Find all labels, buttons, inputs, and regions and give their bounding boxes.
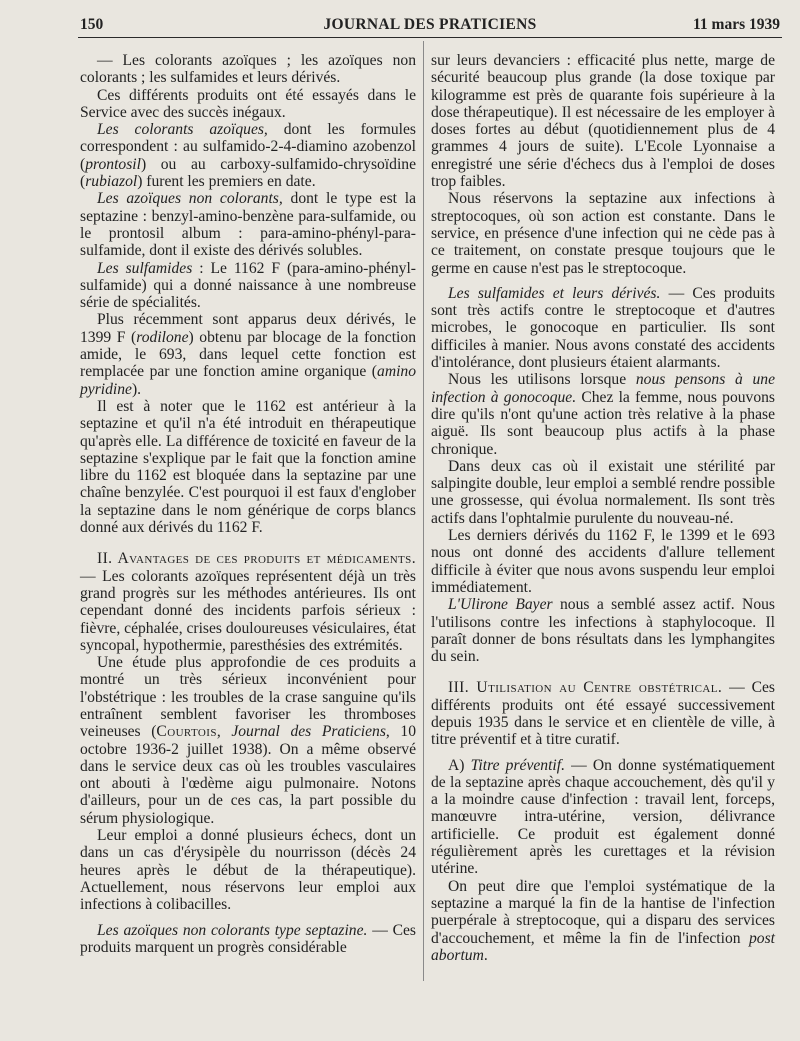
paragraph xyxy=(431,878,775,964)
text-run: : Le 1162 F (para-amino-phényl-sulfamide) qui a donné naissance à une nombreuse série de spécialités. xyxy=(80,259,416,312)
italic-lead: Les azoïques non colorants, xyxy=(97,190,283,208)
text-run: sur leurs devanciers : efficacité plus nette, marge de sécurité beaucoup plus grande (la dose toxique par kilogramme est près de quarante fois supérieure à la dose thérapeutique). Il est nécessaire de les employer à doses fortes au début (quotidiennement plus de 4 grammes 4 jours de suite). L'Ecole Lyonnaise a enregistré une série d'échecs dus à l'emploi de doses trop faibles. xyxy=(431,52,775,191)
text-run: ) obtenu par blocage de la fonction amide, le 693, dans lequel cette fonction est remplacée par une fonction amine organique ( xyxy=(80,328,416,381)
paragraph-colorants-azoiques xyxy=(80,121,416,190)
paragraph xyxy=(431,190,775,276)
text-run: nous pensons à une infection à gonocoque. xyxy=(431,371,775,406)
text-run: Dans deux cas où il existait une stérilité par salpingite double, leur emploi a semblé rendre possible une grossesse, qui évolua normalement. Ils sont très actifs dans l'ophtalmie purulente du nouveau-né. xyxy=(431,457,775,527)
left-column xyxy=(80,52,416,956)
text-run: ). xyxy=(131,380,142,398)
text-run: Une étude plus approfondie de ces produits a montré un très sérieux inconvénient pour l'obstétrique : les troubles de la crase sanguine qu'ils entraînent semblent favoriser les thromboses veineuses ( xyxy=(80,654,416,741)
section-heading: III. Utilisation au Centre obstétrical. xyxy=(448,679,723,697)
text-run: A) xyxy=(448,756,471,774)
italic-lead: Les sulfamides xyxy=(97,259,193,277)
issue-date: 11 mars 1939 xyxy=(693,16,780,33)
italic-lead: Les sulfamides et leurs dérivés. xyxy=(448,284,661,302)
paragraph xyxy=(431,371,775,457)
paragraph xyxy=(80,52,416,87)
text-run: On peut dire que l'emploi systématique de la septazine a marqué la fin de la hantise de l'infection puerpérale à streptocoque, qui a disparu des services d'accouchement, et même la fin de l'infection xyxy=(431,877,775,947)
text-run: ) furent les premiers en date. xyxy=(137,173,316,191)
text-run: Chez la femme, nous pouvons dire qu'ils n'ont qu'une action très relative à la phase aiguë. Ils sont beaucoup plus actifs à la phase chronique. xyxy=(431,388,775,458)
column-divider xyxy=(423,41,424,981)
text-run: — Ces produits marquent un progrès considérable xyxy=(80,921,416,956)
text-run: Plus récemment sont apparus deux dérivés, le 1399 F ( xyxy=(80,311,416,346)
paragraph-titre-preventif xyxy=(431,757,775,878)
text-run: Courtois xyxy=(156,723,217,741)
italic-lead: Les azoïques non colorants type septazine. xyxy=(97,921,368,939)
text-run: , xyxy=(216,723,232,741)
section-ii xyxy=(80,550,416,654)
paragraph-azoiques-non-colorants xyxy=(80,190,416,259)
text-run: ) ou au carboxy-sulfamido-chrysoïdine ( xyxy=(80,155,416,191)
paragraph xyxy=(80,654,416,827)
text-run: rodilone xyxy=(136,328,189,346)
text-run: dont le type est la septazine : benzyl-amino-benzène para-sulfamide, ou le prontosil album : para-amino-phényl-para-sulfamide, dont il existe des dérivés solubles. xyxy=(80,190,416,260)
paragraph-septazine xyxy=(80,922,416,957)
text-run: Journal des Praticiens xyxy=(231,723,386,741)
paragraph xyxy=(431,527,775,596)
text-run: prontosil xyxy=(85,155,141,173)
paragraph xyxy=(80,827,416,913)
italic-lead: Titre préventif. xyxy=(470,756,565,774)
text-run: Nous les utilisons lorsque xyxy=(448,371,636,389)
italic-lead: Les colorants azoïques, xyxy=(97,121,268,139)
text-run: — Ces différents produits ont été essayé successivement depuis 1935 dans le service et en clientèle de ville, à titre préventif et à titre curatif. xyxy=(431,679,775,749)
paragraph xyxy=(431,596,775,665)
paragraph xyxy=(431,52,775,190)
right-column xyxy=(431,52,775,964)
text-run: amino pyridine xyxy=(80,363,416,398)
text-run: dont les formules correspondent : au sulfamido-2-4-diamino azobenzol ( xyxy=(80,121,416,173)
section-iii xyxy=(431,679,775,748)
text-run: post abortum xyxy=(431,929,775,964)
text-run: — Ces produits sont très actifs contre le streptocoque et d'autres microbes, le gonocoque en particulier. Ils sont difficiles à manier. Nous avons constaté des accidents d'intolérance, dont plusieurs étaient alarmants. xyxy=(431,284,775,372)
paragraph-sulfamides xyxy=(80,260,416,312)
paragraph xyxy=(431,458,775,527)
text-run: , 10 octobre 1936-2 juillet 1938). On a même observé dans le service deux cas où les troubles vasculaires ont abouti à l'œdème aigu pulmonaire. Notons d'ailleurs, pour un de ces cas, la part possible du sérum physiologique. xyxy=(80,723,417,827)
paragraph xyxy=(80,311,416,397)
paragraph-sulfamides-derives xyxy=(431,285,775,371)
text-run: Les derniers dérivés du 1162 F, le 1399 et le 693 nous ont donné des accidents d'allure tellement difficile à éviter que nous avons suspendu leur emploi immédiatement. xyxy=(431,527,775,596)
journal-title: JOURNAL DES PRATICIENS xyxy=(323,16,537,33)
italic-lead: L'Ulirone Bayer xyxy=(448,596,553,614)
text-run: Nous réservons la septazine aux infections à streptocoques, où son action est constante. Dans le service, en présence d'une infection qui ne cède pas à ce traitement, on constate presque toujours que le germe en cause n'est pas le streptocoque. xyxy=(431,190,775,277)
text-run: rubiazol xyxy=(85,173,138,191)
text-run: — Les colorants azoïques ; les azoïques non colorants ; les sulfamides et leurs dérivés. xyxy=(80,52,416,87)
text-run: — Les colorants azoïques représentent déjà un très grand progrès sur les méthodes antérieures. Ils ont cependant donné des incidents parfois sérieux : fièvre, céphalée, crises douloureuses vésiculaires, état syncopal, hypothermie, paresthésies des extrémités. xyxy=(80,567,416,654)
text-run: nous a semblé assez actif. Nous l'utilisons contre les infections à staphylocoque. Il paraît donner de bons résultats dans les lymphangites du sein. xyxy=(431,596,775,666)
text-run: Leur emploi a donné plusieurs échecs, dont un dans un cas d'érysipèle du nourrisson (décès 24 heures après le début de la thérapeutique). Actuellement, nous réservons leur emploi aux infections à colibacilles. xyxy=(80,827,416,914)
text-run: — On donne systématiquement de la septazine après chaque accouchement, dès qu'il y a la moindre cause d'infection : travail lent, forceps, manœuvre intra-utérine, version, délivrance artificielle. Ce produit est également donné régulièrement après les curettages et la révision utérine. xyxy=(431,756,776,878)
text-run: Il est à noter que le 1162 est antérieur à la septazine et qu'il n'a été introduit en thérapeutique qu'après elle. La différence de toxicité en faveur de la septazine s'explique par le fait que la fonction amine libre du 1162 est bloquée dans la septazine par une chaîne benzylée. C'est pourquoi il est faux d'englober la septazine dans le nom générique de corps blancs donné aux dérivés du 1162 F. xyxy=(80,397,416,537)
section-heading: II. Avantages de ces produits et médicaments. xyxy=(97,550,416,568)
paragraph xyxy=(80,87,416,122)
page-header xyxy=(80,14,780,38)
text-run: Ces différents produits ont été essayés dans le Service avec des succès inégaux. xyxy=(80,86,416,121)
text-run: . xyxy=(483,946,488,964)
page-number: 150 xyxy=(80,16,104,33)
header-rule xyxy=(78,37,782,38)
paragraph xyxy=(80,398,416,536)
